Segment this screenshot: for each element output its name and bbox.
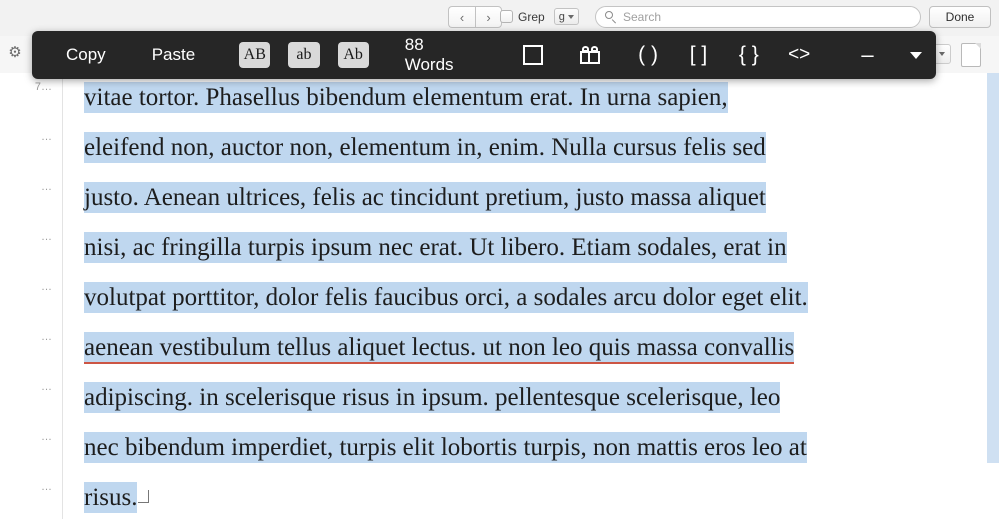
line-gutter xyxy=(0,73,63,519)
lowercase-button[interactable]: ab xyxy=(288,42,319,68)
gutter-line-marker: … xyxy=(41,431,52,443)
find-previous-button[interactable]: ‹ xyxy=(448,6,475,28)
gutter-line-marker: 7… xyxy=(34,81,52,93)
document-text[interactable] xyxy=(62,73,937,519)
gutter-line-marker: … xyxy=(41,131,52,143)
wrap-parentheses-button[interactable]: ( ) xyxy=(638,43,658,66)
text-line[interactable] xyxy=(62,123,766,173)
gutter-line-marker: … xyxy=(41,481,52,493)
text-line-content: adipiscing. in scelerisque risus in ipsum. pellentesque scelerisque, leo xyxy=(84,384,781,411)
text-line-content: aenean vestibulum tellus aliquet lectus. ut non leo quis massa convallis xyxy=(84,332,794,364)
text-line[interactable] xyxy=(62,273,808,323)
chevron-down-icon[interactable] xyxy=(896,31,936,79)
text-line-last[interactable] xyxy=(62,473,149,523)
gutter-line-marker: … xyxy=(41,381,52,393)
grep-group xyxy=(500,8,579,25)
search-input[interactable] xyxy=(623,10,903,24)
find-next-button[interactable]: › xyxy=(475,6,502,28)
text-line-content: nec bibendum imperdiet, turpis elit lobortis turpis, non mattis eros leo at xyxy=(84,434,807,461)
paragraph-mark-icon xyxy=(138,490,149,503)
text-line-content: vitae tortor. Phasellus bibendum elementum erat. In urna sapien, xyxy=(84,84,728,111)
text-line-content: volutpat porttitor, dolor felis faucibus orci, a sodales arcu dolor eget elit. xyxy=(84,284,808,311)
gutter-line-marker: … xyxy=(41,281,52,293)
text-line-content: nisi, ac fringilla turpis ipsum nec erat. Ut libero. Etiam sodales, erat in xyxy=(84,234,787,261)
find-nav-group xyxy=(448,6,502,28)
text-line[interactable] xyxy=(62,73,728,123)
wrap-brackets-button[interactable]: [ ] xyxy=(689,43,708,66)
text-editor[interactable] xyxy=(0,73,999,519)
wrap-braces-button[interactable]: { } xyxy=(738,43,759,66)
grep-label: Grep xyxy=(518,9,545,24)
page-icon[interactable] xyxy=(961,43,981,67)
context-toolbar xyxy=(32,31,936,79)
gutter-line-marker: … xyxy=(41,331,52,343)
search-icon xyxy=(605,11,617,23)
gutter-line-marker: … xyxy=(41,181,52,193)
gear-icon[interactable]: ⚙ xyxy=(8,44,22,61)
text-line[interactable] xyxy=(62,173,766,223)
done-button[interactable]: Done xyxy=(929,6,991,28)
word-count-label: 88 Words xyxy=(404,35,454,74)
grep-pill-label: g xyxy=(558,10,565,23)
paste-button[interactable]: Paste xyxy=(151,45,196,64)
text-line-content: justo. Aenean ultrices, felis ac tincidunt pretium, justo massa aliquet xyxy=(84,184,766,211)
search-field[interactable] xyxy=(595,6,921,28)
gift-icon[interactable] xyxy=(570,31,610,79)
wrap-angle-brackets-button[interactable]: <> xyxy=(788,44,811,65)
minus-button[interactable]: – xyxy=(861,42,874,67)
text-line[interactable] xyxy=(62,223,787,273)
copy-button[interactable]: Copy xyxy=(66,45,106,64)
expand-icon[interactable] xyxy=(513,31,553,79)
titlecase-button[interactable]: Ab xyxy=(338,42,369,68)
chevron-down-icon xyxy=(939,52,945,56)
text-line-content: eleifend non, auctor non, elementum in, enim. Nulla cursus felis sed xyxy=(84,134,766,161)
text-line-misspelled[interactable] xyxy=(62,323,794,373)
unselected-region xyxy=(210,463,999,519)
gutter-line-marker: … xyxy=(41,231,52,243)
grep-options-button[interactable] xyxy=(554,8,579,25)
selection-right-edge xyxy=(987,73,999,463)
uppercase-button[interactable]: AB xyxy=(239,42,270,68)
text-line[interactable] xyxy=(62,373,780,423)
grep-checkbox[interactable] xyxy=(500,10,513,23)
text-line-content: risus. xyxy=(84,484,138,511)
chevron-down-icon xyxy=(568,15,574,19)
